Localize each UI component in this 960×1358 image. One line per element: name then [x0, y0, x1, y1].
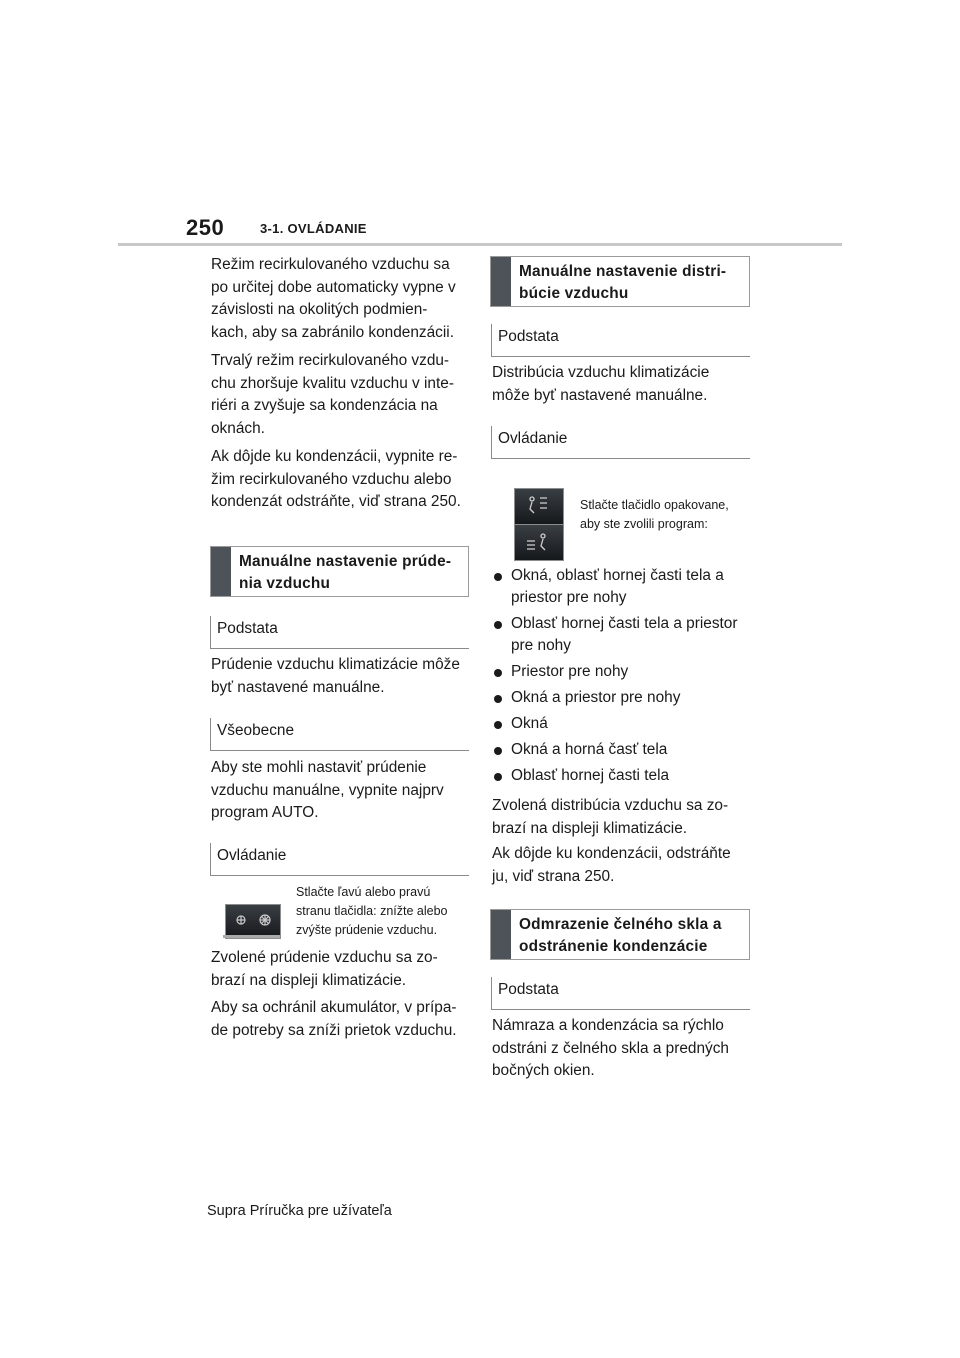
fan-button-image	[225, 904, 281, 939]
heading-bar	[491, 910, 511, 959]
page-number: 250	[186, 215, 225, 240]
intro-text	[211, 254, 469, 514]
list-item: Okná	[492, 713, 754, 735]
distribution-button-lower-image	[514, 524, 564, 561]
airflow-upper-icon	[515, 489, 563, 524]
list-item: Oblasť hornej časti tela	[492, 765, 754, 787]
airflow-basic-text: Prúdenie vzduchu klimatizácie môže byť nastavené manuálne.	[211, 656, 460, 696]
subheading-vseobecne: Všeobecne	[210, 718, 469, 751]
subheading-ovladanie: Ovládanie	[491, 426, 750, 459]
distribution-caption: Stlačte tlačidlo opakovane, aby ste zvolili program:	[580, 498, 729, 531]
subheading-podstata: Podstata	[491, 324, 750, 357]
subheading-ovladanie: Ovládanie	[210, 843, 469, 876]
list-item: Okná a horná časť tela	[492, 739, 754, 761]
distribution-program-list	[492, 565, 754, 787]
subheading-podstata: Podstata	[491, 977, 750, 1010]
list-item: Priestor pre nohy	[492, 661, 754, 683]
distribution-display-text: Zvolená distribúcia vzduchu sa zo-brazí na displeji klimatizácie.	[492, 797, 729, 837]
list-item: Okná a priestor pre nohy	[492, 687, 754, 709]
defrost-basic-text: Námraza a kondenzácia sa rýchlo odstráni z čelného skla a predných bočných okien.	[492, 1017, 729, 1079]
header-rule	[118, 243, 842, 246]
airflow-lower-icon	[515, 525, 563, 560]
list-item: Oblasť hornej časti tela a priestor pre nohy	[492, 613, 751, 657]
heading-airflow	[210, 546, 469, 597]
heading-text: Odmrazenie čelného skla a odstránenie kondenzácie	[519, 916, 722, 955]
footer-title: Supra Príručka pre užívateľa	[207, 1203, 392, 1219]
list-item: Okná, oblasť hornej časti tela a priestor pre nohy	[492, 565, 731, 609]
airflow-general-text: Aby ste mohli nastaviť prúdenie vzduchu manuálne, vypnite najprv program AUTO.	[211, 759, 444, 821]
airflow-battery-text: Aby sa ochránil akumulátor, v prípa-de potreby sa zníži prietok vzduchu.	[211, 999, 457, 1039]
heading-distribution	[490, 256, 750, 307]
subheading-podstata: Podstata	[210, 616, 469, 649]
section-title: 3-1. OVLÁDANIE	[260, 221, 367, 236]
distribution-button-upper-image	[514, 488, 564, 525]
button-shadow	[223, 935, 280, 938]
distribution-condensation-text: Ak dôjde ku kondenzácii, odstráňte ju, viď strana 250.	[492, 845, 731, 885]
fan-icon	[226, 905, 280, 938]
heading-text: Manuálne nastavenie distri-búcie vzduchu	[519, 263, 727, 302]
fan-caption: Stlačte ľavú alebo pravú stranu tlačidla: znížte alebo zvýšte prúdenie vzduchu.	[296, 885, 448, 937]
heading-defrost	[490, 909, 750, 960]
heading-bar	[491, 257, 511, 306]
intro-paragraph: Režim recirkulovaného vzduchu sa po určitej dobe automaticky vypne v závislosti na okolitých podmien-kach, aby sa zabránilo kondenzácii.	[211, 256, 456, 341]
intro-paragraph: Trvalý režim recirkulovaného vzdu-chu zhoršuje kvalitu vzduchu v inte-riéri a zvyšuje sa kondenzácia na oknách.	[211, 352, 454, 437]
heading-text: Manuálne nastavenie prúde-nia vzduchu	[239, 553, 452, 592]
airflow-display-text: Zvolené prúdenie vzduchu sa zo-brazí na displeji klimatizácie.	[211, 949, 438, 989]
intro-paragraph: Ak dôjde ku kondenzácii, vypnite re-žim recirkulovaného vzduchu alebo kondenzát odstráňte, viď strana 250.	[211, 448, 461, 510]
heading-bar	[211, 547, 231, 596]
distribution-basic-text: Distribúcia vzduchu klimatizácie môže byť nastavené manuálne.	[492, 364, 710, 404]
